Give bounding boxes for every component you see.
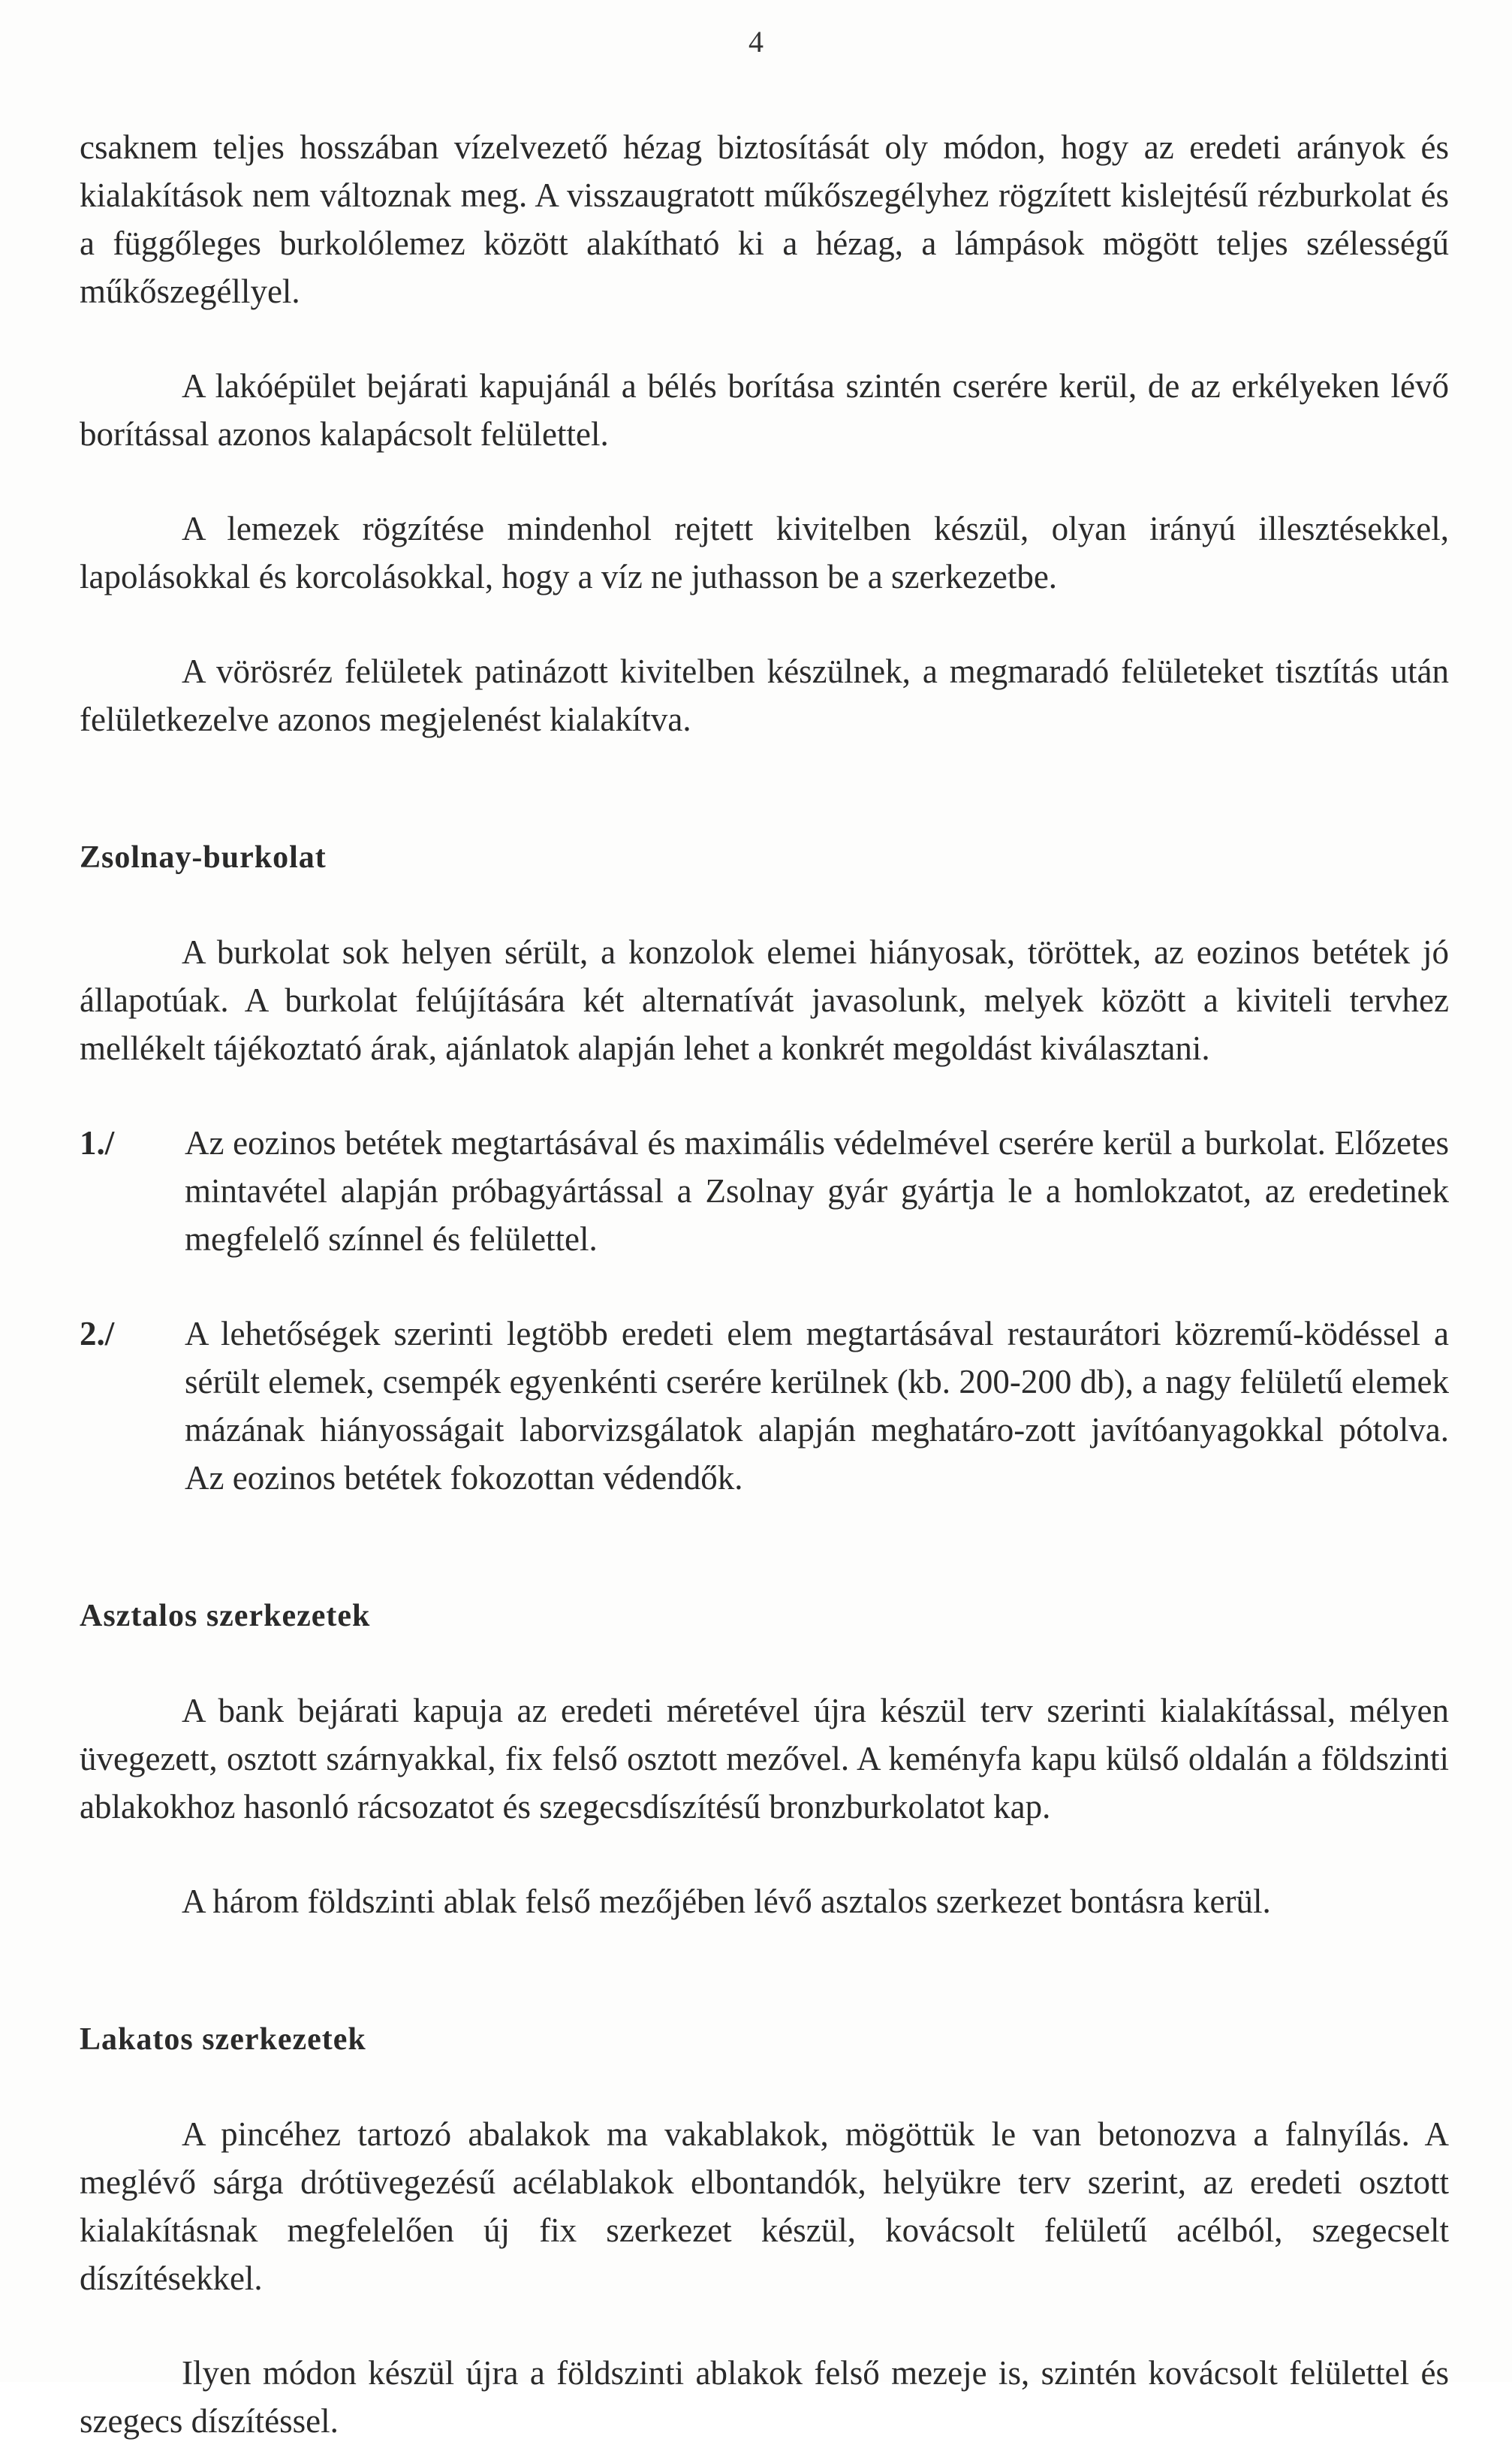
list-item	[80, 1119, 1449, 1263]
intro-paragraph-3: A lemezek rögzítése mindenhol rejtett kivitelben készül, olyan irányú illesztésekkel, lapolásokkal és korcolásokkal, hogy a víz ne juthasson be a szerkezetbe.	[80, 510, 1449, 595]
intro-paragraph-1: csaknem teljes hosszában vízelvezető hézag biztosítását oly módon, hogy az eredeti arányok és kialakítások nem változnak meg. A visszaugratott műkőszegélyhez rögzített kislejtésű rézburkolat és a függőleges burkolólemez között alakítható ki a hézag, a lámpások mögött teljes szélességű műkőszegéllyel.	[80, 128, 1449, 310]
list-item-number: 1./	[80, 1124, 115, 1162]
section-heading-asztalos: Asztalos szerkezetek	[80, 1599, 371, 1633]
list-item-number: 2./	[80, 1315, 115, 1352]
list-item	[80, 1310, 1449, 1502]
lakatos-paragraph-1: A pincéhez tartozó abalakok ma vakablakok, mögöttük le van betonozva a falnyílás. A meglévő sárga drótüvegezésű acélablakok elbontandók, helyükre terv szerint, az eredeti osztott kialakításnak megfelelően új fix szerkezet készül, kovácsolt felületű acélból, szegecselt díszítésekkel.	[80, 2115, 1449, 2297]
list-item-text: Az eozinos betétek megtartásával és maximális védelmével cserére kerül a burkolat. Előzetes mintavétel alapján próbagyártással a Zsolnay gyár gyártja le a homlokzatot, az eredetinek megfelelő színnel és felülettel.	[185, 1124, 1449, 1258]
intro-paragraph-4: A vörösréz felületek patinázott kivitelben készülnek, a megmaradó felületeket tisztítás után felületkezelve azonos megjelenést kialakítva.	[80, 653, 1449, 738]
zsolnay-paragraph: A burkolat sok helyen sérült, a konzolok elemei hiányosak, töröttek, az eozinos betétek jó állapotúak. A burkolat felújítására két alternatívát javasolunk, melyek között a kiviteli tervhez mellékelt tájékoztató árak, ajánlatok alapján lehet a konkrét megoldást kiválasztani.	[80, 933, 1449, 1067]
list-item-text: A lehetőségek szerinti legtöbb eredeti elem megtartásával restaurátori közremű-ködéssel a sérült elemek, csempék egyenkénti cserére kerülnek (kb. 200-200 db), a nagy felületű elemek mázának hiányosságait laborvizsgálatok alapján meghatáro-zott javítóanyagokkal pótolva. Az eozinos betétek fokozottan védendők.	[185, 1315, 1449, 1497]
intro-paragraph-2: A lakóépület bejárati kapujánál a bélés borítása szintén cserére kerül, de az erkélyeken lévő borítással azonos kalapácsolt felülettel.	[80, 367, 1449, 453]
page-content	[80, 123, 1449, 2445]
asztalos-paragraph-1: A bank bejárati kapuja az eredeti méretével újra készül terv szerinti kialakítással, mélyen üvegezett, osztott szárnyakkal, fix felső osztott mezővel. A keményfa kapu külső oldalán a földszinti ablakokhoz hasonló rácsozatot és szegecsdíszítésű bronzburkolatot kap.	[80, 1692, 1449, 1825]
page-number: 4	[748, 25, 764, 59]
section-heading-zsolnay: Zsolnay-burkolat	[80, 840, 327, 875]
section-heading-lakatos: Lakatos szerkezetek	[80, 2022, 366, 2057]
lakatos-paragraph-2: Ilyen módon készül újra a földszinti ablakok felső mezeje is, szintén kovácsolt felülettel és szegecs díszítéssel.	[80, 2354, 1449, 2440]
asztalos-paragraph-2: A három földszinti ablak felső mezőjében lévő asztalos szerkezet bontásra kerül.	[182, 1883, 1271, 1920]
